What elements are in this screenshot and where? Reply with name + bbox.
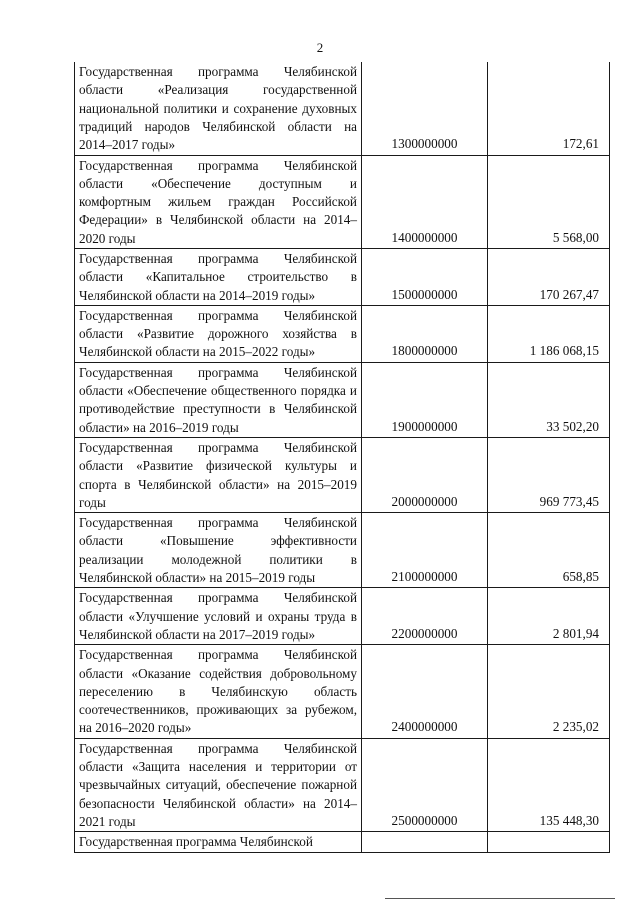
program-amount: 135 448,30 [488,738,610,831]
program-code: 2500000000 [362,738,488,831]
table-row [75,305,610,362]
program-name: Государственная программа Челябинской области «Капитальное строительство в Челябинской области на 2014–2019 годы» [75,248,362,305]
table-row [75,645,610,738]
program-name: Государственная программа Челябинской области «Оказание содействия добровольному переселению в Челябинскую область соотечественников, проживающих за рубежом, на 2016–2020 годы» [75,645,362,738]
program-amount: 2 801,94 [488,588,610,645]
footer-rule [385,898,615,899]
program-code: 1400000000 [362,155,488,248]
table-row [75,155,610,248]
program-code: 1800000000 [362,305,488,362]
table-row [75,62,610,155]
program-name: Государственная программа Челябинской области «Повышение эффективности реализации молодежной политики в Челябинской области» на 2015–2019 годы [75,513,362,588]
program-amount: 1 186 068,15 [488,305,610,362]
table-row [75,832,610,853]
table-row [75,437,610,512]
program-name: Государственная программа Челябинской области «Обеспечение доступным и комфортным жильем граждан Российской Федерации» в Челябинской области на 2014–2020 годы [75,155,362,248]
program-code: 2100000000 [362,513,488,588]
program-code: 2000000000 [362,437,488,512]
program-name: Государственная программа Челябинской области «Развитие дорожного хозяйства в Челябинской области на 2015–2022 годы» [75,305,362,362]
program-amount: 2 235,02 [488,645,610,738]
table-row [75,513,610,588]
table-row [75,588,610,645]
table-row [75,738,610,831]
program-name: Государственная программа Челябинской области «Развитие физической культуры и спорта в Челябинской области» на 2015–2019 годы [75,437,362,512]
budget-table [74,62,610,853]
program-name: Государственная программа Челябинской области «Реализация государственной национальной политики и сохранение духовных традиций народов Челябинской области на 2014–2017 годы» [75,62,362,155]
table-row [75,248,610,305]
program-name: Государственная программа Челябинской области «Защита населения и территории от чрезвычайных ситуаций, обеспечение пожарной безопасности Челябинской области» на 2014–2021 годы [75,738,362,831]
program-code [362,832,488,853]
program-name: Государственная программа Челябинской области «Улучшение условий и охраны труда в Челябинской области на 2017–2019 годы» [75,588,362,645]
program-code: 2200000000 [362,588,488,645]
program-amount: 170 267,47 [488,248,610,305]
program-amount: 172,61 [488,62,610,155]
program-amount: 969 773,45 [488,437,610,512]
program-amount: 5 568,00 [488,155,610,248]
program-amount: 33 502,20 [488,362,610,437]
program-name: Государственная программа Челябинской области «Обеспечение общественного порядка и противодействие преступности в Челябинской области» на 2016–2019 годы [75,362,362,437]
page-number: 2 [316,40,324,55]
program-code: 1900000000 [362,362,488,437]
program-code: 2400000000 [362,645,488,738]
program-code: 1500000000 [362,248,488,305]
table-row [75,362,610,437]
program-amount [488,832,610,853]
program-name: Государственная программа Челябинской [75,832,362,853]
program-code: 1300000000 [362,62,488,155]
program-amount: 658,85 [488,513,610,588]
